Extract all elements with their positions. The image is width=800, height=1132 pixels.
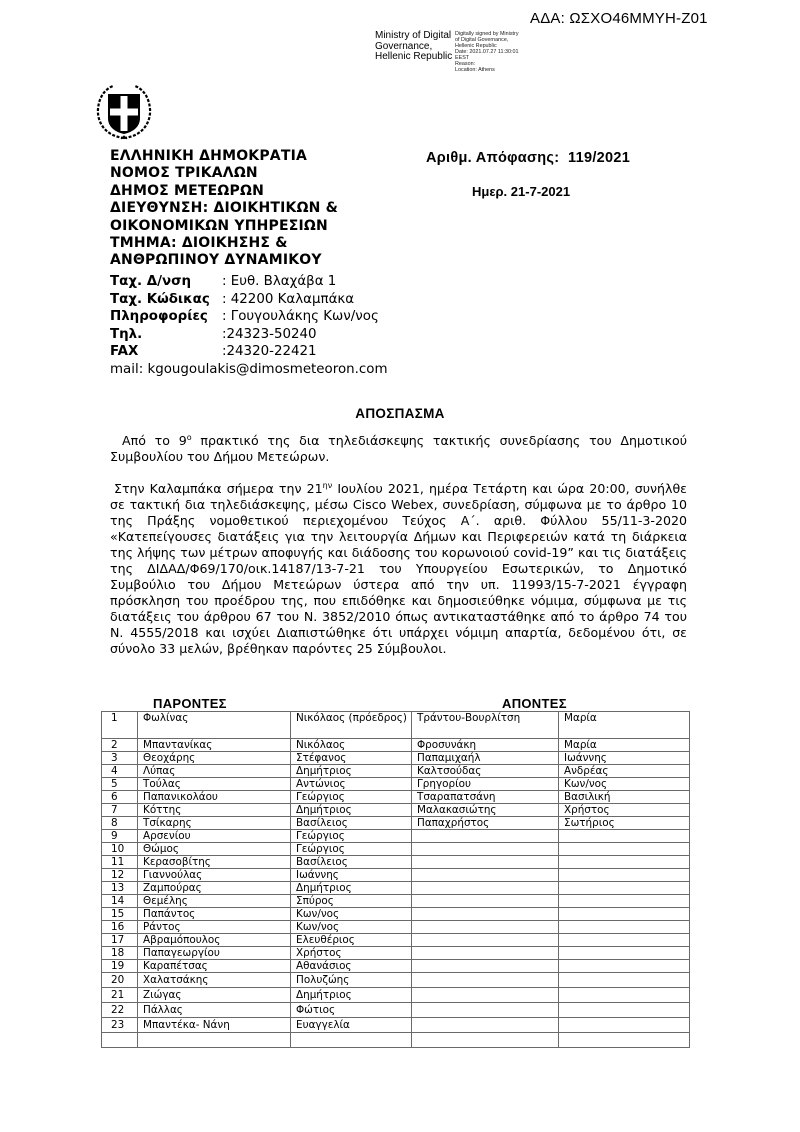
absent-surname xyxy=(412,869,559,882)
contact-row xyxy=(110,326,387,344)
row-number: 9 xyxy=(102,830,138,843)
absent-firstname: Μαρία xyxy=(559,712,690,739)
contact-row xyxy=(110,273,387,291)
present-firstname: Δημήτριος xyxy=(291,804,412,817)
table-row xyxy=(102,960,690,973)
row-number: 1 xyxy=(102,712,138,739)
present-firstname: Νικόλαος xyxy=(291,739,412,752)
absent-surname: Τσαραπατσάνη xyxy=(412,791,559,804)
present-surname: Ράντος xyxy=(138,921,291,934)
absent-surname: Παπαχρήστος xyxy=(412,817,559,830)
row-number: 19 xyxy=(102,960,138,973)
row-number: 23 xyxy=(102,1018,138,1033)
meeting-paragraph xyxy=(110,481,687,657)
intro-paragraph xyxy=(110,433,687,465)
table-row xyxy=(102,739,690,752)
paragraph-text: Στην Καλαμπάκα σήμερα την 21 xyxy=(114,481,323,496)
signature-issuer xyxy=(375,31,452,63)
decision-date xyxy=(472,184,570,199)
present-surname: Τσίκαρης xyxy=(138,817,291,830)
table-row xyxy=(102,882,690,895)
contact-value: : 42200 Καλαμπάκα xyxy=(222,291,355,307)
absent-surname xyxy=(412,908,559,921)
present-surname: Μπαντανίκας xyxy=(138,739,291,752)
present-firstname: Ελευθέριος xyxy=(291,934,412,947)
absent-firstname xyxy=(559,843,690,856)
header-line: ΔΙΕΥΘΥΝΣΗ: ΔΙΟΙΚΗΤΙΚΩΝ & xyxy=(110,200,339,217)
absent-firstname xyxy=(559,908,690,921)
present-surname: Φωλίνας xyxy=(138,712,291,739)
absent-surname xyxy=(412,1018,559,1033)
signature-detail-line: EEST xyxy=(455,55,470,61)
present-firstname: Γεώργιος xyxy=(291,791,412,804)
present-surname: Αρσενίου xyxy=(138,830,291,843)
absent-firstname xyxy=(559,947,690,960)
present-surname: Πάλλας xyxy=(138,1003,291,1018)
signature-issuer-line: Governance, xyxy=(375,40,433,52)
contact-label: Ταχ. Κώδικας xyxy=(110,291,210,307)
ada-code: ΑΔΑ: ΩΣΧΟ46ΜΜΥΗ-Ζ01 xyxy=(530,10,708,27)
decision-number xyxy=(426,150,630,166)
row-number: 2 xyxy=(102,739,138,752)
table-row xyxy=(102,856,690,869)
absent-surname xyxy=(412,934,559,947)
document-title: ΑΠΟΣΠΑΣΜΑ xyxy=(355,406,445,421)
header-line: ΟΙΚΟΝΟΜΙΚΩΝ ΥΠΗΡΕΣΙΩΝ xyxy=(110,217,328,234)
contact-info xyxy=(110,273,387,378)
row-number: 14 xyxy=(102,895,138,908)
present-firstname: Χρήστος xyxy=(291,947,412,960)
present-firstname: Γεώργιος xyxy=(291,843,412,856)
table-row xyxy=(102,988,690,1003)
present-surname: Χαλατσάκης xyxy=(138,973,291,988)
row-number: 4 xyxy=(102,765,138,778)
contact-email xyxy=(110,361,387,379)
header-line: ΝΟΜΟΣ ΤΡΙΚΑΛΩΝ xyxy=(110,165,258,182)
table-row xyxy=(102,1018,690,1033)
signature-issuer-line: Hellenic Republic xyxy=(375,51,453,62)
row-number: 16 xyxy=(102,921,138,934)
absent-surname: Παπαμιχαήλ xyxy=(412,752,559,765)
table-row xyxy=(102,804,690,817)
absent-surname xyxy=(412,843,559,856)
absent-surname xyxy=(412,973,559,988)
absent-surname xyxy=(412,895,559,908)
absent-surname: Καλτσούδας xyxy=(412,765,559,778)
table-row xyxy=(102,1003,690,1018)
date-label: Ημερ. xyxy=(472,184,508,199)
paragraph-text: Ιουλίου 2021, ημέρα Τετάρτη και ώρα 20:00, συνήλθε σε τακτική δια τηλεδιάσκεψης, μέσω Cisco Webex, συνεδρίαση, σύμφωνα με το άρθρο 10 της Πράξης νομοθετικού περιεχομένου Τεύχος Α΄. αριθ. Φύλλου 55/11-3-2020 «Κατεπείγουσες διατάξεις για την λειτουργία Δήμων και Περιφερειών κατά τη διάρκεια της λήψης των μέτρων αποφυγής και διάδοσης του κορωνοιού covid-19” και τις διατάξεις της ΔΙΔΑΔ/Φ69/170/οικ.14187/13-7-21 του Υπουργείου Εσωτερικών, το Δημοτικό Συμβούλιο του Δήμου Μετεώρων ύστερα από την υπ. 11993/15-7-2021 έγγραφη πρόσκληση του προέδρου της, που επιδόθηκε και δημοσιεύθηκε νόμιμα, σύμφωνα με τις διατάξεις του άρθρου 67 του Ν. 3852/2010 όπως αντικαταστάθηκε από το άρθρο 74 του Ν. 4555/2018 και ισχύει Διαπιστώθηκε ότι υπάρχει νόμιμη απαρτία, δεδομένου ότι, σε σύνολο 33 μελών, βρέθηκαν παρόντες 25 Σύμβουλοι. xyxy=(110,481,687,656)
present-surname: Γιαννούλας xyxy=(138,869,291,882)
present-surname: Θώμος xyxy=(138,843,291,856)
row-number xyxy=(102,1033,138,1048)
absent-firstname xyxy=(559,856,690,869)
attendance-table xyxy=(101,711,690,1048)
signature-detail-line: Location: Athens xyxy=(455,67,495,73)
ordinal-superscript: ην xyxy=(322,480,333,490)
absent-firstname: Μαρία xyxy=(559,739,690,752)
table-row xyxy=(102,752,690,765)
present-firstname: Ιωάννης xyxy=(291,869,412,882)
present-surname: Παπάντος xyxy=(138,908,291,921)
absent-firstname: Ανδρέας xyxy=(559,765,690,778)
row-number: 17 xyxy=(102,934,138,947)
paragraph-text: Από το 9 xyxy=(122,433,187,448)
absent-surname xyxy=(412,856,559,869)
table-row xyxy=(102,869,690,882)
row-number: 15 xyxy=(102,908,138,921)
absent-header: ΑΠΟΝΤΕΣ xyxy=(502,696,567,711)
absent-firstname xyxy=(559,895,690,908)
present-header: ΠΑΡΟΝΤΕΣ xyxy=(153,696,227,711)
row-number: 11 xyxy=(102,856,138,869)
present-surname: Ζιώγας xyxy=(138,988,291,1003)
present-firstname: Σπύρος xyxy=(291,895,412,908)
signature-details xyxy=(455,31,519,73)
absent-firstname: Βασιλική xyxy=(559,791,690,804)
absent-surname xyxy=(412,1003,559,1018)
table-row xyxy=(102,934,690,947)
table-row xyxy=(102,830,690,843)
present-firstname: Δημήτριος xyxy=(291,882,412,895)
present-firstname: Αθανάσιος xyxy=(291,960,412,973)
signature-detail-line: Reason: xyxy=(455,61,476,67)
contact-label: Τηλ. xyxy=(110,326,143,342)
absent-surname xyxy=(412,988,559,1003)
header-line: ΔΗΜΟΣ ΜΕΤΕΩΡΩΝ xyxy=(110,182,265,199)
present-surname: Κερασοβίτης xyxy=(138,856,291,869)
absent-surname xyxy=(412,960,559,973)
absent-firstname xyxy=(559,869,690,882)
decision-value: 119/2021 xyxy=(568,150,631,166)
present-firstname: Γεώργιος xyxy=(291,830,412,843)
absent-surname xyxy=(412,921,559,934)
table-row xyxy=(102,947,690,960)
header-line: ΕΛΛΗΝΙΚΗ ΔΗΜΟΚΡΑΤΙΑ xyxy=(110,148,308,164)
contact-row xyxy=(110,291,387,309)
present-surname: Αβραμόπουλος xyxy=(138,934,291,947)
ordinal-superscript: ο xyxy=(186,432,192,442)
header-line: ΤΜΗΜΑ: ΔΙΟΙΚΗΣΗΣ & xyxy=(110,235,288,252)
header-line: ΑΝΘΡΩΠΙΝΟΥ ΔΥΝΑΜΙΚΟΥ xyxy=(110,252,322,269)
absent-firstname xyxy=(559,882,690,895)
row-number: 12 xyxy=(102,869,138,882)
signature-detail-line: of Digital Governance, xyxy=(455,37,509,43)
absent-firstname: Χρήστος xyxy=(559,804,690,817)
row-number: 22 xyxy=(102,1003,138,1018)
present-surname: Θεοχάρης xyxy=(138,752,291,765)
absent-firstname xyxy=(559,934,690,947)
contact-label: Ταχ. Δ/νση xyxy=(110,274,192,289)
greek-coat-of-arms-icon xyxy=(93,82,155,142)
contact-value: :24323-50240 xyxy=(222,326,317,342)
present-surname: Ζαμπούρας xyxy=(138,882,291,895)
present-surname: Λύπας xyxy=(138,765,291,778)
absent-surname: Φροσυνάκη xyxy=(412,739,559,752)
table-row xyxy=(102,817,690,830)
contact-value: : Ευθ. Βλαχάβα 1 xyxy=(222,274,337,289)
table-row xyxy=(102,895,690,908)
present-surname: Θεμέλης xyxy=(138,895,291,908)
present-firstname: Ευαγγελία xyxy=(291,1018,412,1033)
table-row xyxy=(102,765,690,778)
decision-label: Αριθμ. Απόφασης: xyxy=(426,150,560,166)
contact-label: FAX xyxy=(110,344,139,359)
present-firstname: Κων/νος xyxy=(291,921,412,934)
absent-surname: Τράντου-Βουρλίτση xyxy=(412,712,559,739)
table-row xyxy=(102,712,690,739)
table-row xyxy=(102,921,690,934)
absent-surname xyxy=(412,830,559,843)
signature-detail-line: Digitally signed by Ministry xyxy=(455,31,519,37)
paragraph-text: πρακτικό της δια τηλεδιάσκεψης τακτικής συνεδρίασης του Δημοτικού Συμβουλίου του Δήμου Μετεώρων. xyxy=(110,433,687,464)
absent-firstname xyxy=(559,1003,690,1018)
absent-surname: Μαλακασιώτης xyxy=(412,804,559,817)
contact-row xyxy=(110,308,387,326)
present-surname: Κόττης xyxy=(138,804,291,817)
present-firstname: Πολυζώης xyxy=(291,973,412,988)
row-number: 3 xyxy=(102,752,138,765)
present-firstname: Βασίλειος xyxy=(291,817,412,830)
present-surname xyxy=(138,1033,291,1048)
table-row xyxy=(102,1033,690,1048)
present-firstname: Δημήτριος xyxy=(291,988,412,1003)
row-number: 10 xyxy=(102,843,138,856)
present-surname: Καραπέτσας xyxy=(138,960,291,973)
contact-value: :24320-22421 xyxy=(222,344,317,359)
present-firstname: Βασίλειος xyxy=(291,856,412,869)
present-firstname: Στέφανος xyxy=(291,752,412,765)
row-number: 13 xyxy=(102,882,138,895)
row-number: 6 xyxy=(102,791,138,804)
present-surname: Παπαγεωργίου xyxy=(138,947,291,960)
row-number: 18 xyxy=(102,947,138,960)
signature-detail-line: Hellenic Republic xyxy=(455,43,497,49)
table-row xyxy=(102,908,690,921)
contact-row xyxy=(110,343,387,361)
table-row xyxy=(102,778,690,791)
present-surname: Μπαντέκα- Νάνη xyxy=(138,1018,291,1033)
absent-surname xyxy=(412,882,559,895)
date-value: 21-7-2021 xyxy=(510,184,571,199)
absent-firstname xyxy=(559,830,690,843)
absent-firstname xyxy=(559,1033,690,1048)
absent-surname: Γρηγορίου xyxy=(412,778,559,791)
table-row xyxy=(102,973,690,988)
present-surname: Τούλας xyxy=(138,778,291,791)
absent-firstname: Κων/νος xyxy=(559,778,690,791)
email-text: mail: kgougoulakis@dimosmeteoron.com xyxy=(110,361,388,377)
present-firstname: Νικόλαος (πρόεδρος) xyxy=(291,712,412,739)
absent-surname xyxy=(412,947,559,960)
contact-value: : Γουγουλάκης Κων/νος xyxy=(222,309,379,324)
absent-firstname xyxy=(559,960,690,973)
row-number: 21 xyxy=(102,988,138,1003)
table-row xyxy=(102,791,690,804)
absent-firstname xyxy=(559,988,690,1003)
absent-firstname xyxy=(559,973,690,988)
absent-firstname: Ιωάννης xyxy=(559,752,690,765)
row-number: 5 xyxy=(102,778,138,791)
attendance-table-body xyxy=(102,712,690,1048)
absent-firstname: Σωτήριος xyxy=(559,817,690,830)
row-number: 20 xyxy=(102,973,138,988)
contact-label: Πληροφορίες xyxy=(110,309,208,324)
present-firstname: Φώτιος xyxy=(291,1003,412,1018)
absent-surname xyxy=(412,1033,559,1048)
absent-firstname xyxy=(559,1018,690,1033)
issuing-authority-header xyxy=(110,148,338,270)
present-firstname: Δημήτριος xyxy=(291,765,412,778)
present-firstname: Κων/νος xyxy=(291,908,412,921)
present-surname: Παπανικολάου xyxy=(138,791,291,804)
signature-issuer-line: Ministry of Digital xyxy=(375,30,452,41)
present-firstname: Αντώνιος xyxy=(291,778,412,791)
absent-firstname xyxy=(559,921,690,934)
row-number: 8 xyxy=(102,817,138,830)
signature-detail-line: Date: 2021.07.27 11:30:01 xyxy=(455,49,519,55)
row-number: 7 xyxy=(102,804,138,817)
table-row xyxy=(102,843,690,856)
present-firstname xyxy=(291,1033,412,1048)
